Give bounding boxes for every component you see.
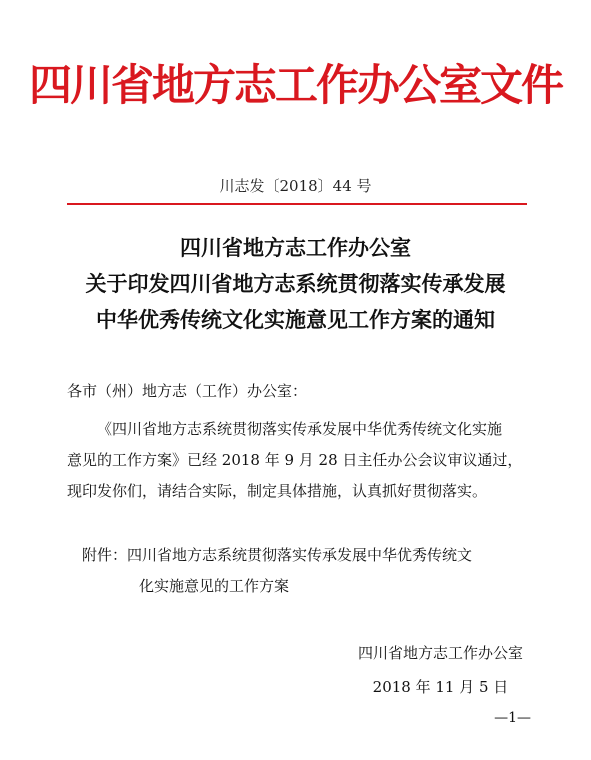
red-divider-line [67,203,527,205]
signature-block [358,636,523,704]
body-line-2: 意见的工作方案》已经 2018 年 9 月 28 日主任办公会议审议通过， [67,451,523,469]
attachment-label: 附件： [82,546,128,564]
attachment-row [82,540,542,571]
notice-title [0,230,591,338]
title-line-1: 四川省地方志工作办公室 [180,236,411,260]
page-number: —1— [494,710,531,726]
signature-org: 四川省地方志工作办公室 [357,644,523,662]
title-line-3: 中华优秀传统文化实施意见工作方案的通知 [96,308,495,332]
body-line-3: 现印发你们，请结合实际，制定具体措施，认真抓好贯彻落实。 [67,482,488,500]
body-line-1: 《四川省地方志系统贯彻落实传承发展中华优秀传统文化实施 [97,420,503,438]
attachment-line-2: 化实施意见的工作方案 [139,577,290,595]
title-line-2: 关于印发四川省地方志系统贯彻落实传承发展 [85,272,506,296]
red-masthead-title: 四川省地方志工作办公室文件 [29,61,562,111]
attachment-line-1: 四川省地方志系统贯彻落实传承发展中华优秀传统文 [127,546,473,564]
attachment-note [82,540,542,602]
signature-date: 2018 年 11 月 5 日 [372,678,509,696]
document-number: 川志发〔2018〕44 号 [219,177,372,195]
salutation: 各市（州）地方志（工作）办公室： [67,382,308,400]
body-paragraph [67,414,537,507]
